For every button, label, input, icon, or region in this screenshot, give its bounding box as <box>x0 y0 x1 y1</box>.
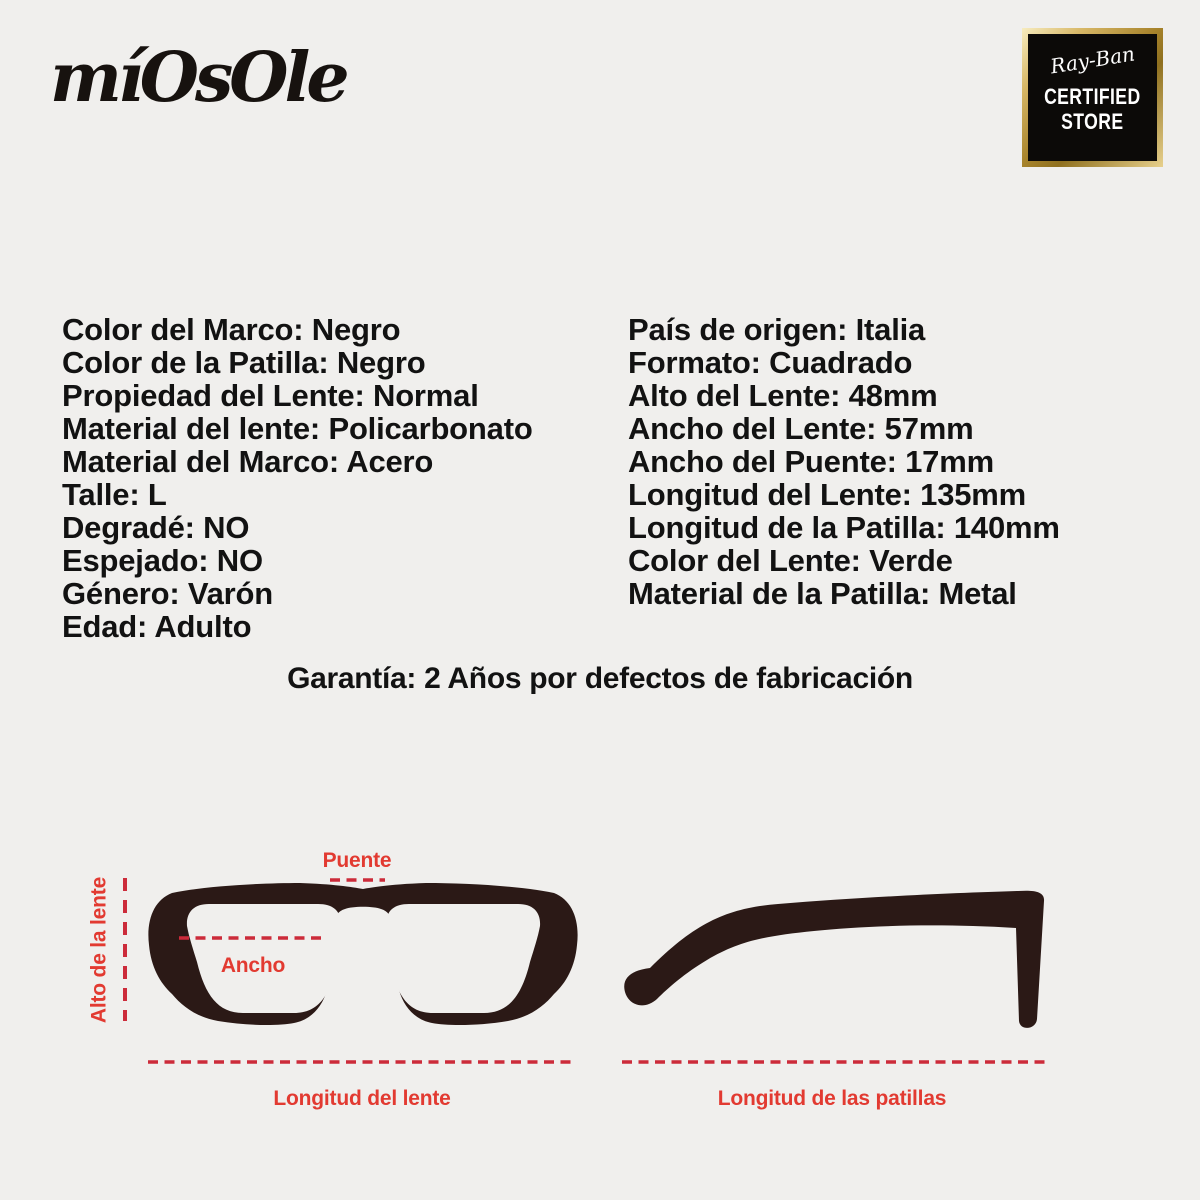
spec-line: Espejado: NO <box>62 543 263 578</box>
spec-line: Degradé: NO <box>62 510 250 545</box>
spec-line: Longitud de la Patilla: 140mm <box>628 510 1060 545</box>
rayban-certified-badge <box>1022 28 1163 167</box>
measurement-diagram <box>0 820 1200 1150</box>
certified-store-label <box>1044 84 1141 134</box>
spec-line: Color de la Patilla: Negro <box>62 345 426 380</box>
spec-line: Longitud del Lente: 135mm <box>628 477 1027 512</box>
spec-line: Color del Marco: Negro <box>62 312 401 347</box>
badge-line-store: STORE <box>1061 109 1124 134</box>
spec-line: Formato: Cuadrado <box>628 345 913 380</box>
spec-line: Talle: L <box>62 477 167 512</box>
badge-line-certified: CERTIFIED <box>1044 84 1141 109</box>
lens-height-label: Alto de la lente <box>87 876 111 1024</box>
spec-line: Material del Marco: Acero <box>62 444 434 479</box>
spec-line: Ancho del Puente: 17mm <box>628 444 994 479</box>
spec-line: País de origen: Italia <box>628 312 926 347</box>
glasses-temple-side <box>624 891 1044 1028</box>
specs-left-column <box>62 313 533 643</box>
rayban-badge-inner <box>1028 34 1157 161</box>
spec-line: Ancho del Lente: 57mm <box>628 411 974 446</box>
brand-logo: míOsOle <box>50 38 346 118</box>
warranty-note: Garantía: 2 Años por defectos de fabricación <box>287 662 913 695</box>
spec-line: Material del lente: Policarbonato <box>62 411 533 446</box>
spec-line: Material de la Patilla: Metal <box>628 576 1017 611</box>
rayban-logo: Ray-Ban <box>1048 41 1137 79</box>
temple-length-label: Longitud de las patillas <box>717 1087 947 1110</box>
spec-line: Edad: Adulto <box>62 609 252 644</box>
spec-line: Género: Varón <box>62 576 274 611</box>
spec-line: Propiedad del Lente: Normal <box>62 378 479 413</box>
lens-length-label: Longitud del lente <box>273 1087 451 1110</box>
spec-line: Alto del Lente: 48mm <box>628 378 938 413</box>
lens-width-label: Ancho <box>220 954 286 977</box>
spec-line: Color del Lente: Verde <box>628 543 953 578</box>
bridge-label: Puente <box>322 849 392 872</box>
specs-right-column <box>628 313 1060 610</box>
